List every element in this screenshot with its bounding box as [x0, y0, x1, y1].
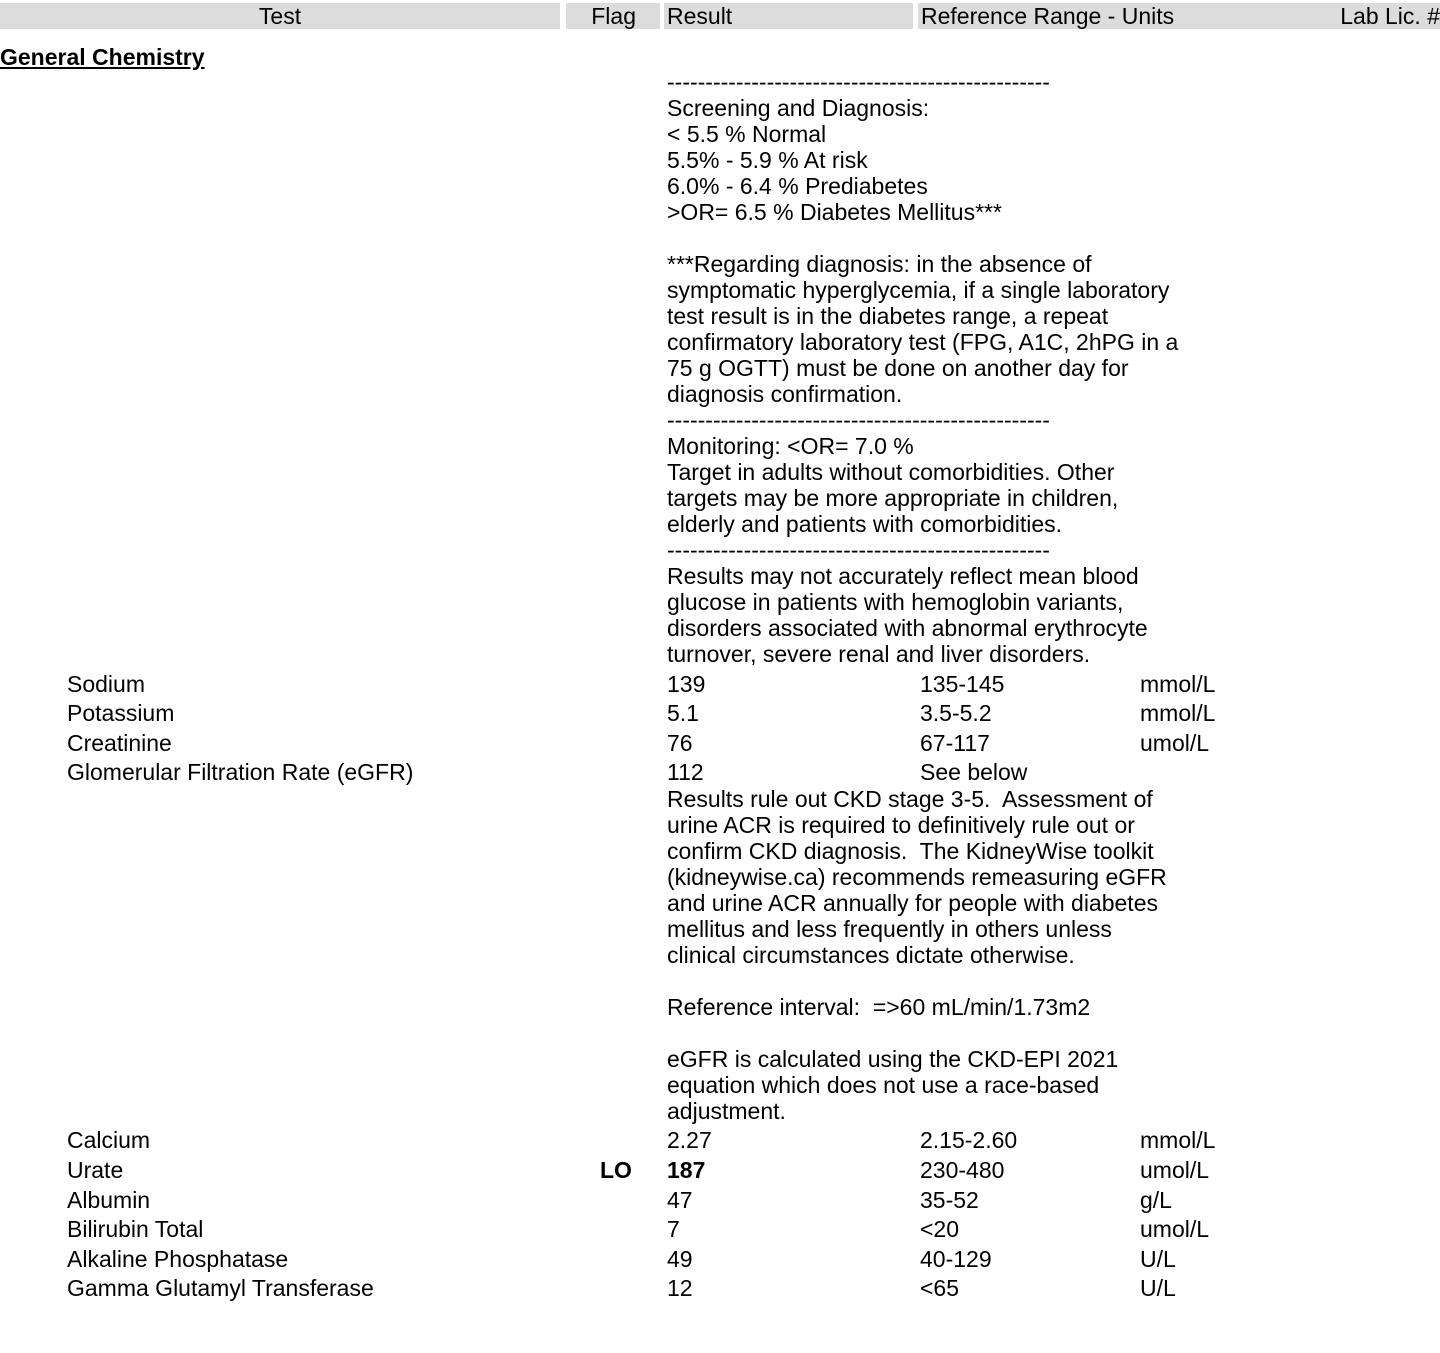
- reference-range: 35-52: [920, 1187, 979, 1213]
- units: U/L: [1140, 1275, 1176, 1301]
- reference-range: 230-480: [920, 1157, 1005, 1183]
- a1c-comment: -------------------------------------------------- Screening and Diagnosis: < 5.5 % Normal 5.5% - 5.9 % At risk 6.0% - 6.4 % Prediabetes >OR= 6.5 % Diabetes Mellitus*** ***Regarding diagnosis: in the absence of symptomatic hyperglycemia, if a single laboratory test result is in the diabetes range, a repeat confirmatory laboratory test (FPG, A1C, 2hPG in a 75 g OGTT) must be done on another day for diagnosis confirmation. -------------------------------------------------- Monitoring: <OR= 7.0 % Target in adults without comorbidities. Other targets may be more appropriate in children, elderly and patients with comorbidities. -------------------------------------------------- Results may not accurately reflect mean blood glucose in patients with hemoglobin variants, disorders associated with abnormal erythrocyte turnover, severe renal and liver disorders.: [667, 69, 1179, 667]
- table-row: [0, 1215, 1440, 1244]
- table-row: [0, 1245, 1440, 1274]
- result-value: 112: [667, 759, 704, 785]
- reference-range: 3.5-5.2: [920, 700, 992, 726]
- result-value: 187: [667, 1157, 706, 1183]
- test-name: Bilirubin Total: [67, 1216, 204, 1242]
- egfr-comment: Results rule out CKD stage 3-5. Assessment of urine ACR is required to definitively rule out or confirm CKD diagnosis. The KidneyWise toolkit (kidneywise.ca) recommends remeasuring eGFR and urine ACR annually for people with diabetes mellitus and less frequently in others unless clinical circumstances dictate otherwise. Reference interval: =>60 mL/min/1.73m2 eGFR is calculated using the CKD-EPI 2021 equation which does not use a race-based adjustment.: [667, 786, 1167, 1124]
- result-value: 5.1: [667, 700, 699, 726]
- result-value: 49: [667, 1246, 693, 1272]
- column-header-test: Test: [0, 3, 560, 29]
- reference-range: 2.15-2.60: [920, 1127, 1018, 1153]
- table-row: [0, 729, 1440, 758]
- units: mmol/L: [1140, 671, 1216, 697]
- result-value: 139: [667, 671, 706, 697]
- table-row: [0, 1274, 1440, 1303]
- units: g/L: [1140, 1187, 1172, 1213]
- reference-range: 135-145: [920, 671, 1005, 697]
- reference-range: See below: [920, 759, 1028, 785]
- reference-range: <20: [920, 1216, 960, 1242]
- test-name: Glomerular Filtration Rate (eGFR): [67, 759, 414, 785]
- test-name: Albumin: [67, 1187, 151, 1213]
- result-value: 2.27: [667, 1127, 712, 1153]
- reference-range: 67-117: [920, 730, 990, 756]
- test-name: Calcium: [67, 1127, 151, 1153]
- units: U/L: [1140, 1246, 1176, 1272]
- test-name: Urate: [67, 1157, 124, 1183]
- section-title: General Chemistry: [0, 44, 205, 70]
- units: mmol/L: [1140, 1127, 1216, 1153]
- test-name: Alkaline Phosphatase: [67, 1246, 289, 1272]
- table-row: [0, 758, 1440, 787]
- flag-abnormal-low: LO: [600, 1157, 632, 1183]
- result-value: 47: [667, 1187, 693, 1213]
- result-value: 76: [667, 730, 693, 756]
- column-header-result: Result: [664, 3, 913, 29]
- table-row: [0, 1156, 1440, 1185]
- column-header-reference-range: Reference Range - Units: [921, 3, 1175, 29]
- test-name: Gamma Glutamyl Transferase: [67, 1275, 374, 1301]
- column-header-range: [918, 3, 1440, 29]
- table-row: [0, 1126, 1440, 1155]
- units: umol/L: [1140, 730, 1210, 756]
- units: umol/L: [1140, 1157, 1210, 1183]
- test-name: Creatinine: [67, 730, 172, 756]
- units: mmol/L: [1140, 700, 1216, 726]
- reference-range: 40-129: [920, 1246, 992, 1272]
- reference-range: <65: [920, 1275, 960, 1301]
- column-header-lab-license: Lab Lic. #: [1340, 3, 1440, 29]
- table-row: [0, 699, 1440, 728]
- result-value: 12: [667, 1275, 693, 1301]
- test-name: Potassium: [67, 700, 175, 726]
- table-row: [0, 670, 1440, 699]
- units: umol/L: [1140, 1216, 1210, 1242]
- test-name: Sodium: [67, 671, 145, 697]
- column-header-flag: Flag: [566, 3, 660, 29]
- table-row: [0, 1186, 1440, 1215]
- result-value: 7: [667, 1216, 680, 1242]
